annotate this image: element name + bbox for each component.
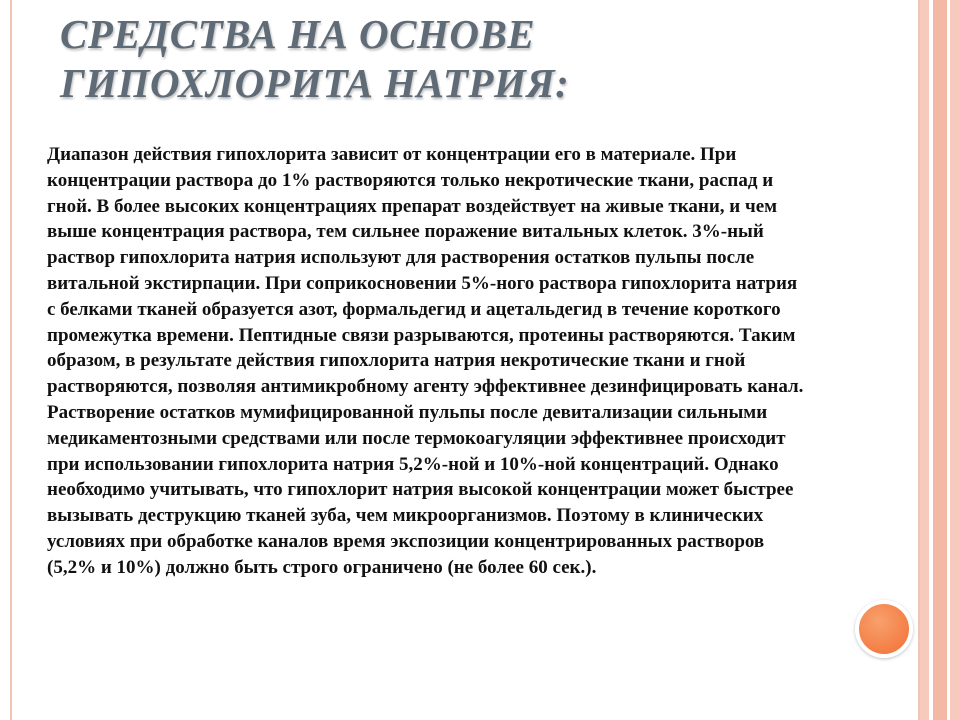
body-line: образом, в результате действия гипохлорита натрия некротические ткани и гной (47, 350, 746, 372)
slide-body-text (47, 142, 909, 581)
body-line: гной. В более высоких концентрациях препарат воздействует на живые ткани, и чем (47, 195, 778, 217)
body-line: концентрации раствора до 1% растворяются только некротические ткани, распад и (47, 169, 774, 191)
body-line: Диапазон действия гипохлорита зависит от концентрации его в материале. При (47, 144, 737, 165)
slide-title-line-2: ГИПОХЛОРИТА НАТРИЯ: (60, 60, 570, 106)
body-line: с белками тканей образуется азот, формальдегид и ацетальдегид в течение короткого (47, 298, 781, 320)
slide-title (60, 10, 860, 108)
body-line: условиях при обработке каналов время экспозиции концентрированных растворов (47, 530, 765, 552)
body-line: промежутка времени. Пептидные связи разрываются, протеины растворяются. Таким (47, 324, 796, 346)
body-line: выше концентрация раствора, тем сильнее поражение витальных клеток. 3%-ный (47, 221, 764, 243)
body-line: вызывать деструкцию тканей зуба, чем микроорганизмов. Поэтому в клинических (47, 505, 764, 527)
body-line: (5,2% и 10%) должно быть строго ограничено (не более 60 сек.). (47, 556, 597, 578)
decor-circle-icon (855, 600, 913, 658)
body-line: медикаментозными средствами или после термокоагуляции эффективнее происходит (47, 427, 786, 449)
decor-stripe (950, 0, 960, 720)
body-line: раствор гипохлорита натрия используют для растворения остатков пульпы после (47, 247, 755, 269)
slide-title-line-1: СРЕДСТВА НА ОСНОВЕ (60, 11, 536, 57)
body-line: при использовании гипохлорита натрия 5,2%-ной и 10%-ной концентраций. Однако (47, 453, 779, 475)
body-line: Растворение остатков мумифицированной пульпы после девитализации сильными (47, 401, 768, 423)
body-line: витальной экстирпации. При соприкосновении 5%-ного раствора гипохлорита натрия (47, 272, 798, 294)
body-line: необходимо учитывать, что гипохлорит натрия высокой концентрации может быстрее (47, 479, 794, 501)
decor-stripe (920, 0, 929, 720)
body-line: растворяются, позволяя антимикробному агенту эффективнее дезинфицировать канал. (47, 376, 804, 398)
decor-stripe (933, 0, 947, 720)
